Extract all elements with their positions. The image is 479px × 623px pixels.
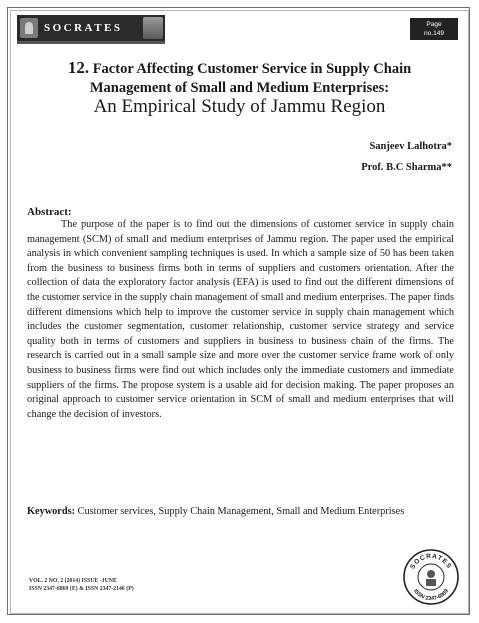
journal-masthead — [17, 15, 165, 41]
article-number: 12. — [67, 58, 90, 77]
title-line-2: Management of Small and Medium Enterprises: — [89, 80, 390, 96]
page-number-badge — [410, 18, 458, 40]
author-1: Sanjeev Lalhotra* — [369, 141, 452, 152]
journal-name: SOCRATES — [44, 22, 123, 34]
keywords-label: Keywords: — [27, 506, 76, 517]
portrait-icon — [143, 17, 163, 39]
abstract-heading: Abstract: — [27, 206, 72, 218]
footer-volume: VOL. 2 NO. 2 (2014) ISSUE -JUNE — [29, 578, 117, 584]
seal-bottom-text: ISSN 2347-6869 — [411, 588, 451, 603]
keywords — [27, 505, 447, 520]
title-line-1: Factor Affecting Customer Service in Supply Chain — [92, 61, 412, 77]
author-2: Prof. B.C Sharma** — [361, 162, 452, 173]
journal-logo-icon — [20, 18, 38, 38]
article-title — [22, 58, 457, 98]
abstract-text: The purpose of the paper is to find out the dimensions of customer service in supply chain management (SCM) of small and medium enterprises of Jammu region. The paper used the empirical analysis in which convenient sampling techniques is used. In which a sample size of 50 has been taken from the business to business firms both in terms of suppliers and customers orientation. After the collection of data the exploratory factor analysis (EFA) is used to find out the different dimensions of the customer service in the supply chain management of small and medium enterprises. The paper finds different dimensions which help to improve the customer service in supply chain management which includes the customer segmentation, customer relationship, customer service strategy and service quality both in terms of customers and suppliers in business to business chain of the firms. The research is carried out in a small sample size and more over the customer service frame work of only business to business firms were find out which includes only the immediate customers and immediate suppliers of the firms. The propose system is a usable aid for decision making. The paper proposes an original approach to customer service orientation in SCM of small and medium enterprises that will change the decision of investors. — [27, 219, 455, 420]
footer — [29, 577, 134, 593]
keywords-text: Customer services, Supply Chain Management, Small and Medium Enterprises — [77, 506, 405, 517]
footer-issn: ISSN 2347-6869 (E) & ISSN 2347-2146 (P) — [29, 586, 134, 593]
masthead-rule — [17, 41, 165, 44]
page-label: Page — [426, 21, 442, 28]
article-subtitle: An Empirical Study of Jammu Region — [93, 96, 386, 117]
page-number: no.149 — [424, 30, 444, 37]
journal-seal-icon — [402, 548, 460, 606]
seal-top-text: SOCRATES — [409, 552, 453, 571]
